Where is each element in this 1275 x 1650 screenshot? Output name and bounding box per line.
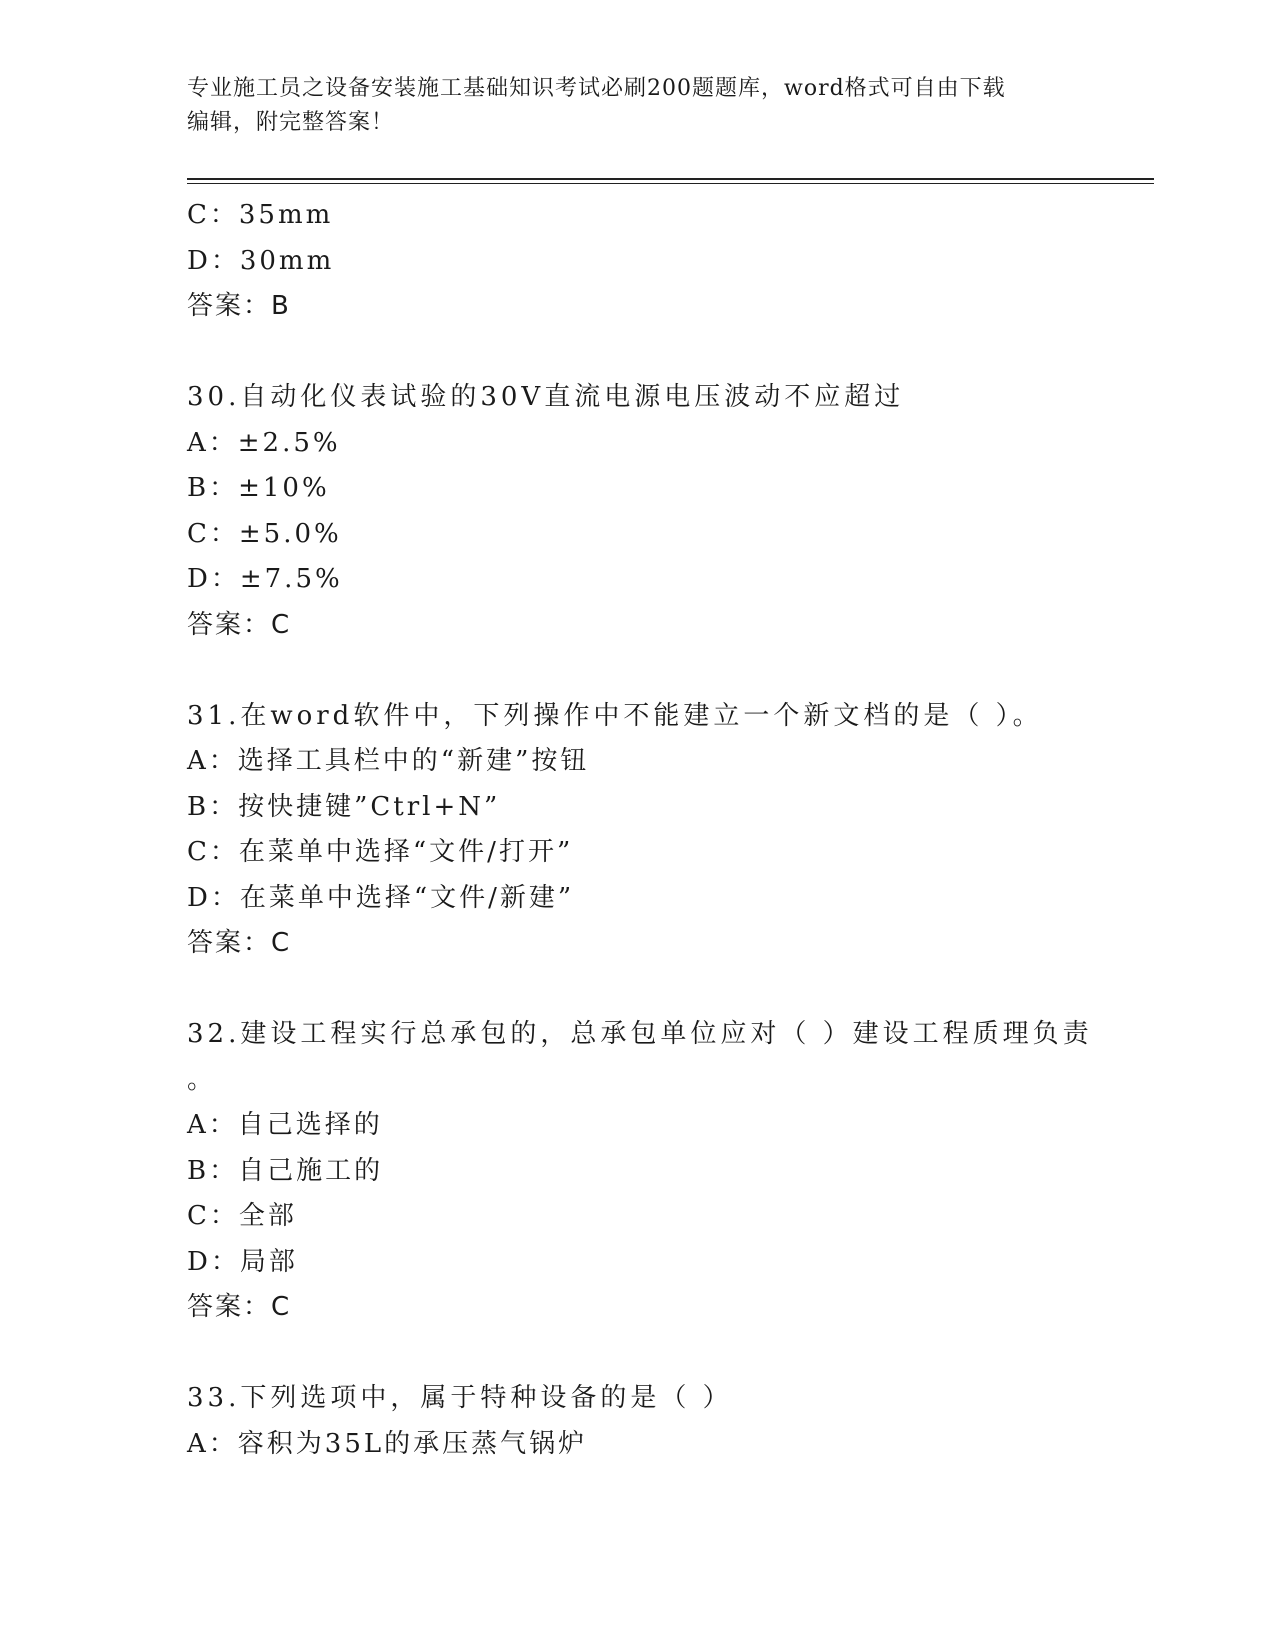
header-divider-thick — [187, 178, 1154, 180]
header-title-line2: 编辑，附完整答案！ — [187, 110, 395, 135]
spacer — [187, 648, 1147, 694]
question-31-option-d: D：在菜单中选择“文件/新建” — [187, 882, 575, 913]
option-d: D：30mm — [187, 245, 335, 276]
question-31-text: 31.在word软件中，下列操作中不能建立一个新文档的是（ ）。 — [187, 700, 1043, 731]
question-30-option-d: D：±7.5% — [187, 564, 343, 594]
question-31-option-c: C：在菜单中选择“文件/打开” — [187, 837, 574, 867]
question-32-option-b: B：自己施工的 — [187, 1155, 384, 1186]
spacer — [187, 967, 1147, 1013]
question-33-option-a: A：容积为35L的承压蒸气锅炉 — [187, 1428, 588, 1459]
question-32-option-a: A：自己选择的 — [187, 1110, 383, 1140]
spacer — [187, 1331, 1147, 1377]
header-title-line1: 专业施工员之设备安装施工基础知识考试必刷200题题库，word格式可自由下载 — [187, 76, 1006, 101]
question-30-option-a: A：±2.5% — [187, 427, 341, 458]
question-32-answer: 答案：C — [187, 1292, 292, 1322]
question-32-text: 32.建设工程实行总承包的，总承包单位应对（ ）建设工程质理负责 — [187, 1019, 1093, 1049]
header-divider-thin — [187, 183, 1154, 184]
question-30-option-c: C：±5.0% — [187, 518, 342, 549]
answer-line: 答案：B — [187, 291, 291, 321]
question-32-text-continuation: 。 — [187, 1064, 217, 1095]
question-31-option-b: B：按快捷键”Ctrl+N” — [187, 791, 501, 822]
question-33-text: 33.下列选项中，属于特种设备的是（ ） — [187, 1383, 733, 1413]
question-30-answer: 答案：C — [187, 609, 292, 640]
question-32-option-d: D：局部 — [187, 1246, 298, 1277]
question-30-text: 30.自动化仪表试验的30V直流电源电压波动不应超过 — [187, 382, 905, 412]
option-c: C：35mm — [187, 200, 334, 230]
question-31-answer: 答案：C — [187, 928, 292, 958]
question-31-option-a: A：选择工具栏中的“新建”按钮 — [187, 746, 590, 776]
question-30-option-b: B：±10% — [187, 473, 330, 503]
spacer — [187, 330, 1147, 376]
question-32-option-c: C：全部 — [187, 1201, 297, 1231]
question-list — [187, 193, 1147, 1467]
document-header — [187, 72, 1087, 140]
